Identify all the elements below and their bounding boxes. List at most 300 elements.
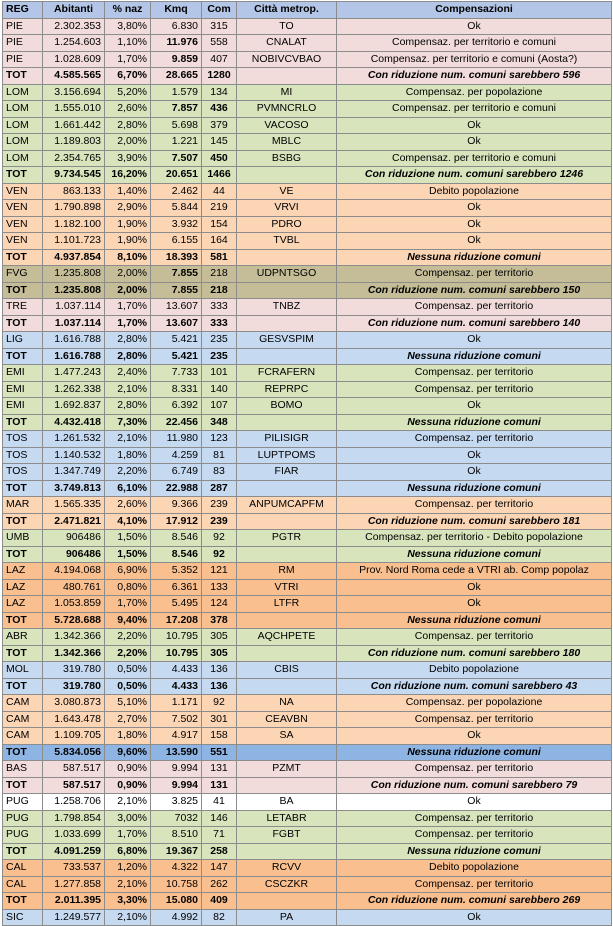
cell-abitanti: 1.101.723	[43, 233, 105, 250]
cell-citta-metrop	[237, 645, 337, 662]
cell-com: 146	[202, 810, 237, 827]
cell-citta-metrop: VTRI	[237, 579, 337, 596]
cell-com: 71	[202, 827, 237, 844]
cell-compensazioni: Nessuna riduzione comuni	[337, 843, 612, 860]
table-row	[3, 233, 612, 250]
cell-reg: BAS	[3, 761, 43, 778]
cell-com: 41	[202, 794, 237, 811]
cell-compensazioni: Compensaz. per territorio e comuni (Aosta?)	[337, 51, 612, 68]
cell-compensazioni: Ok	[337, 794, 612, 811]
cell-reg: TOT	[3, 612, 43, 629]
cell-abitanti: 3.156.694	[43, 84, 105, 101]
cell-percent-naz: 0,50%	[105, 662, 151, 679]
cell-com: 81	[202, 447, 237, 464]
cell-compensazioni: Compensaz. per territorio	[337, 431, 612, 448]
cell-reg: LAZ	[3, 596, 43, 613]
cell-kmq: 13.607	[151, 315, 202, 332]
cell-reg: PUG	[3, 794, 43, 811]
cell-compensazioni: Compensaz. per territorio	[337, 761, 612, 778]
cell-percent-naz: 1,90%	[105, 233, 151, 250]
cell-abitanti: 1.249.577	[43, 909, 105, 926]
cell-reg: TOT	[3, 893, 43, 910]
cell-percent-naz: 2,70%	[105, 711, 151, 728]
table-row	[3, 629, 612, 646]
header-row	[3, 2, 612, 19]
cell-citta-metrop: PZMT	[237, 761, 337, 778]
cell-compensazioni: Con riduzione num. comuni sarebbero 181	[337, 513, 612, 530]
total-row	[3, 513, 612, 530]
cell-citta-metrop: TNBZ	[237, 299, 337, 316]
cell-citta-metrop: MI	[237, 84, 337, 101]
cell-abitanti: 1.643.478	[43, 711, 105, 728]
cell-kmq: 8.510	[151, 827, 202, 844]
cell-percent-naz: 2,10%	[105, 431, 151, 448]
cell-citta-metrop: TVBL	[237, 233, 337, 250]
cell-com: 315	[202, 18, 237, 35]
cell-citta-metrop: BOMO	[237, 398, 337, 415]
table-row	[3, 51, 612, 68]
cell-reg: LOM	[3, 134, 43, 151]
cell-abitanti: 2.302.353	[43, 18, 105, 35]
cell-compensazioni: Compensaz. per territorio	[337, 266, 612, 283]
cell-citta-metrop	[237, 513, 337, 530]
cell-compensazioni: Con riduzione num. comuni sarebbero 140	[337, 315, 612, 332]
table-row	[3, 431, 612, 448]
cell-com: 558	[202, 35, 237, 52]
cell-compensazioni: Nessuna riduzione comuni	[337, 480, 612, 497]
cell-percent-naz: 2,20%	[105, 645, 151, 662]
cell-reg: TOT	[3, 315, 43, 332]
cell-reg: PUG	[3, 810, 43, 827]
cell-abitanti: 1.109.705	[43, 728, 105, 745]
cell-compensazioni: Compensaz. per territorio	[337, 876, 612, 893]
cell-citta-metrop: MBLC	[237, 134, 337, 151]
cell-reg: TOT	[3, 282, 43, 299]
cell-abitanti: 5.728.688	[43, 612, 105, 629]
cell-compensazioni: Nessuna riduzione comuni	[337, 744, 612, 761]
cell-citta-metrop: FGBT	[237, 827, 337, 844]
table-row	[3, 84, 612, 101]
cell-citta-metrop: RM	[237, 563, 337, 580]
cell-citta-metrop: CEAVBN	[237, 711, 337, 728]
cell-abitanti: 4.091.259	[43, 843, 105, 860]
cell-reg: CAM	[3, 711, 43, 728]
cell-percent-naz: 6,70%	[105, 68, 151, 85]
cell-reg: VEN	[3, 200, 43, 217]
header-reg: REG	[3, 2, 43, 19]
cell-percent-naz: 0,90%	[105, 777, 151, 794]
cell-reg: LAZ	[3, 579, 43, 596]
cell-kmq: 3.932	[151, 216, 202, 233]
cell-kmq: 15.080	[151, 893, 202, 910]
cell-kmq: 5.698	[151, 117, 202, 134]
cell-compensazioni: Debito popolazione	[337, 662, 612, 679]
cell-abitanti: 319.780	[43, 678, 105, 695]
cell-abitanti: 4.194.068	[43, 563, 105, 580]
cell-abitanti: 5.834.056	[43, 744, 105, 761]
cell-citta-metrop: GESVSPIM	[237, 332, 337, 349]
cell-citta-metrop: FCRAFERN	[237, 365, 337, 382]
cell-reg: EMI	[3, 365, 43, 382]
cell-reg: LOM	[3, 84, 43, 101]
cell-kmq: 10.795	[151, 629, 202, 646]
header-kmq: Kmq	[151, 2, 202, 19]
cell-percent-naz: 2,40%	[105, 365, 151, 382]
cell-reg: TRE	[3, 299, 43, 316]
total-row	[3, 546, 612, 563]
cell-kmq: 1.221	[151, 134, 202, 151]
cell-compensazioni: Con riduzione num. comuni sarebbero 43	[337, 678, 612, 695]
cell-reg: LIG	[3, 332, 43, 349]
cell-compensazioni: Nessuna riduzione comuni	[337, 414, 612, 431]
cell-kmq: 4.259	[151, 447, 202, 464]
cell-citta-metrop	[237, 68, 337, 85]
cell-compensazioni: Compensaz. per territorio e comuni	[337, 150, 612, 167]
cell-compensazioni: Compensaz. per territorio	[337, 810, 612, 827]
cell-compensazioni: Con riduzione num. comuni sarebbero 180	[337, 645, 612, 662]
cell-percent-naz: 1,40%	[105, 183, 151, 200]
cell-kmq: 6.392	[151, 398, 202, 415]
cell-citta-metrop: CNALAT	[237, 35, 337, 52]
cell-kmq: 4.992	[151, 909, 202, 926]
cell-citta-metrop: TO	[237, 18, 337, 35]
cell-com: 147	[202, 860, 237, 877]
cell-reg: TOT	[3, 678, 43, 695]
cell-citta-metrop	[237, 546, 337, 563]
cell-kmq: 5.421	[151, 332, 202, 349]
cell-compensazioni: Ok	[337, 200, 612, 217]
table-row	[3, 150, 612, 167]
cell-compensazioni: Debito popolazione	[337, 183, 612, 200]
cell-com: 218	[202, 266, 237, 283]
cell-citta-metrop: BA	[237, 794, 337, 811]
cell-percent-naz: 0,50%	[105, 678, 151, 695]
table-row	[3, 101, 612, 118]
cell-compensazioni: Compensaz. per territorio	[337, 381, 612, 398]
cell-compensazioni: Compensaz. per territorio	[337, 497, 612, 514]
cell-citta-metrop: LTFR	[237, 596, 337, 613]
cell-compensazioni: Ok	[337, 18, 612, 35]
cell-compensazioni: Ok	[337, 233, 612, 250]
total-row	[3, 414, 612, 431]
cell-com: 101	[202, 365, 237, 382]
cell-abitanti: 733.537	[43, 860, 105, 877]
table-row	[3, 381, 612, 398]
cell-reg: MOL	[3, 662, 43, 679]
cell-citta-metrop	[237, 678, 337, 695]
cell-reg: CAL	[3, 876, 43, 893]
cell-percent-naz: 0,80%	[105, 579, 151, 596]
cell-reg: SIC	[3, 909, 43, 926]
table-row	[3, 332, 612, 349]
cell-percent-naz: 8,10%	[105, 249, 151, 266]
cell-kmq: 9.994	[151, 777, 202, 794]
cell-reg: LOM	[3, 150, 43, 167]
cell-com: 235	[202, 332, 237, 349]
cell-reg: TOT	[3, 414, 43, 431]
table-row	[3, 876, 612, 893]
cell-kmq: 2.462	[151, 183, 202, 200]
cell-citta-metrop: PGTR	[237, 530, 337, 547]
cell-reg: CAM	[3, 695, 43, 712]
cell-citta-metrop	[237, 249, 337, 266]
cell-abitanti: 319.780	[43, 662, 105, 679]
cell-com: 133	[202, 579, 237, 596]
cell-compensazioni: Compensaz. per territorio	[337, 711, 612, 728]
cell-kmq: 1.579	[151, 84, 202, 101]
cell-kmq: 13.607	[151, 299, 202, 316]
cell-compensazioni: Ok	[337, 728, 612, 745]
cell-abitanti: 1.028.609	[43, 51, 105, 68]
cell-kmq: 22.456	[151, 414, 202, 431]
cell-abitanti: 1.616.788	[43, 348, 105, 365]
cell-citta-metrop	[237, 167, 337, 184]
cell-abitanti: 1.565.335	[43, 497, 105, 514]
cell-abitanti: 1.182.100	[43, 216, 105, 233]
cell-abitanti: 480.761	[43, 579, 105, 596]
cell-reg: PIE	[3, 18, 43, 35]
cell-com: 83	[202, 464, 237, 481]
cell-abitanti: 1.235.808	[43, 266, 105, 283]
table-row	[3, 860, 612, 877]
cell-abitanti: 1.053.859	[43, 596, 105, 613]
cell-compensazioni: Con riduzione num. comuni sarebbero 79	[337, 777, 612, 794]
cell-kmq: 6.830	[151, 18, 202, 35]
cell-percent-naz: 4,10%	[105, 513, 151, 530]
cell-kmq: 13.590	[151, 744, 202, 761]
cell-kmq: 6.361	[151, 579, 202, 596]
cell-percent-naz: 5,10%	[105, 695, 151, 712]
table-row	[3, 398, 612, 415]
cell-kmq: 8.546	[151, 546, 202, 563]
total-row	[3, 645, 612, 662]
cell-abitanti: 1.033.699	[43, 827, 105, 844]
cell-percent-naz: 3,80%	[105, 18, 151, 35]
table-row	[3, 447, 612, 464]
cell-percent-naz: 1,90%	[105, 216, 151, 233]
cell-reg: PIE	[3, 35, 43, 52]
cell-com: 92	[202, 695, 237, 712]
cell-percent-naz: 1,50%	[105, 546, 151, 563]
cell-com: 239	[202, 497, 237, 514]
cell-abitanti: 906486	[43, 530, 105, 547]
total-row	[3, 744, 612, 761]
cell-abitanti: 1.616.788	[43, 332, 105, 349]
total-row	[3, 68, 612, 85]
cell-reg: PIE	[3, 51, 43, 68]
cell-percent-naz: 1,70%	[105, 299, 151, 316]
cell-com: 258	[202, 843, 237, 860]
cell-com: 239	[202, 513, 237, 530]
cell-compensazioni: Ok	[337, 216, 612, 233]
cell-citta-metrop	[237, 777, 337, 794]
table-row	[3, 134, 612, 151]
cell-percent-naz: 1,70%	[105, 827, 151, 844]
cell-percent-naz: 1,80%	[105, 728, 151, 745]
cell-com: 92	[202, 530, 237, 547]
cell-com: 235	[202, 348, 237, 365]
cell-abitanti: 3.749.813	[43, 480, 105, 497]
cell-abitanti: 1.189.803	[43, 134, 105, 151]
cell-com: 131	[202, 761, 237, 778]
cell-abitanti: 1.342.366	[43, 629, 105, 646]
cell-kmq: 10.795	[151, 645, 202, 662]
cell-abitanti: 1.258.706	[43, 794, 105, 811]
table-row	[3, 761, 612, 778]
table-row	[3, 117, 612, 134]
cell-kmq: 7.855	[151, 266, 202, 283]
cell-com: 333	[202, 315, 237, 332]
table-row	[3, 909, 612, 926]
cell-kmq: 5.844	[151, 200, 202, 217]
cell-percent-naz: 2,10%	[105, 381, 151, 398]
cell-com: 44	[202, 183, 237, 200]
table-row	[3, 695, 612, 712]
cell-kmq: 8.331	[151, 381, 202, 398]
cell-reg: UMB	[3, 530, 43, 547]
cell-kmq: 1.171	[151, 695, 202, 712]
table-row	[3, 35, 612, 52]
cell-abitanti: 1.661.442	[43, 117, 105, 134]
cell-kmq: 5.495	[151, 596, 202, 613]
cell-com: 581	[202, 249, 237, 266]
cell-percent-naz: 2,80%	[105, 398, 151, 415]
table-row	[3, 596, 612, 613]
cell-com: 287	[202, 480, 237, 497]
cell-compensazioni: Prov. Nord Roma cede a VTRI ab. Comp popolaz	[337, 563, 612, 580]
cell-citta-metrop	[237, 843, 337, 860]
cell-citta-metrop: RCVV	[237, 860, 337, 877]
table-row	[3, 711, 612, 728]
cell-citta-metrop: VRVI	[237, 200, 337, 217]
cell-reg: CAM	[3, 728, 43, 745]
cell-compensazioni: Nessuna riduzione comuni	[337, 612, 612, 629]
cell-kmq: 20.651	[151, 167, 202, 184]
cell-reg: LAZ	[3, 563, 43, 580]
cell-abitanti: 1.037.114	[43, 299, 105, 316]
table-row	[3, 662, 612, 679]
cell-citta-metrop: AQCHPETE	[237, 629, 337, 646]
cell-abitanti: 587.517	[43, 777, 105, 794]
cell-com: 218	[202, 282, 237, 299]
cell-reg: TOT	[3, 348, 43, 365]
cell-com: 262	[202, 876, 237, 893]
cell-kmq: 6.749	[151, 464, 202, 481]
cell-kmq: 6.155	[151, 233, 202, 250]
cell-com: 219	[202, 200, 237, 217]
cell-reg: FVG	[3, 266, 43, 283]
cell-percent-naz: 3,00%	[105, 810, 151, 827]
cell-com: 407	[202, 51, 237, 68]
cell-compensazioni: Compensaz. per territorio e comuni	[337, 35, 612, 52]
table-body	[3, 18, 612, 926]
cell-compensazioni: Ok	[337, 447, 612, 464]
cell-percent-naz: 1,70%	[105, 315, 151, 332]
cell-abitanti: 2.011.395	[43, 893, 105, 910]
cell-percent-naz: 1,80%	[105, 447, 151, 464]
cell-kmq: 4.433	[151, 678, 202, 695]
cell-compensazioni: Ok	[337, 332, 612, 349]
cell-reg: VEN	[3, 233, 43, 250]
total-row	[3, 612, 612, 629]
cell-kmq: 18.393	[151, 249, 202, 266]
cell-kmq: 11.980	[151, 431, 202, 448]
cell-com: 305	[202, 629, 237, 646]
cell-reg: MAR	[3, 497, 43, 514]
cell-reg: TOT	[3, 513, 43, 530]
cell-citta-metrop	[237, 893, 337, 910]
cell-citta-metrop: ANPUMCAPFM	[237, 497, 337, 514]
cell-com: 305	[202, 645, 237, 662]
cell-percent-naz: 1,10%	[105, 35, 151, 52]
cell-citta-metrop: REPRPC	[237, 381, 337, 398]
cell-abitanti: 2.471.821	[43, 513, 105, 530]
table-row	[3, 827, 612, 844]
cell-kmq: 8.546	[151, 530, 202, 547]
cell-reg: TOT	[3, 68, 43, 85]
table-row	[3, 266, 612, 283]
total-row	[3, 348, 612, 365]
cell-abitanti: 1.254.603	[43, 35, 105, 52]
cell-reg: EMI	[3, 398, 43, 415]
cell-abitanti: 1.140.532	[43, 447, 105, 464]
header-compensazioni: Compensazioni	[337, 2, 612, 19]
cell-kmq: 22.988	[151, 480, 202, 497]
cell-compensazioni: Ok	[337, 398, 612, 415]
cell-compensazioni: Ok	[337, 134, 612, 151]
cell-kmq: 11.976	[151, 35, 202, 52]
cell-kmq: 9.994	[151, 761, 202, 778]
cell-compensazioni: Con riduzione num. comuni sarebbero 1246	[337, 167, 612, 184]
cell-com: 333	[202, 299, 237, 316]
cell-compensazioni: Compensaz. per popolazione	[337, 84, 612, 101]
cell-kmq: 4.322	[151, 860, 202, 877]
cell-citta-metrop: PILISIGR	[237, 431, 337, 448]
cell-reg: LOM	[3, 101, 43, 118]
table-row	[3, 365, 612, 382]
cell-kmq: 19.367	[151, 843, 202, 860]
cell-reg: TOS	[3, 464, 43, 481]
cell-reg: TOT	[3, 843, 43, 860]
cell-reg: TOT	[3, 744, 43, 761]
table-row	[3, 579, 612, 596]
cell-citta-metrop: UDPNTSGO	[237, 266, 337, 283]
cell-abitanti: 9.734.545	[43, 167, 105, 184]
total-row	[3, 843, 612, 860]
cell-abitanti: 1.235.808	[43, 282, 105, 299]
table-row	[3, 299, 612, 316]
cell-abitanti: 587.517	[43, 761, 105, 778]
cell-compensazioni: Con riduzione num. comuni sarebbero 150	[337, 282, 612, 299]
cell-kmq: 5.352	[151, 563, 202, 580]
cell-compensazioni: Con riduzione num. comuni sarebbero 269	[337, 893, 612, 910]
cell-percent-naz: 2,00%	[105, 266, 151, 283]
cell-com: 145	[202, 134, 237, 151]
cell-reg: EMI	[3, 381, 43, 398]
cell-compensazioni: Nessuna riduzione comuni	[337, 348, 612, 365]
cell-reg: TOT	[3, 546, 43, 563]
cell-kmq: 3.825	[151, 794, 202, 811]
table-row	[3, 497, 612, 514]
cell-com: 378	[202, 612, 237, 629]
cell-kmq: 10.758	[151, 876, 202, 893]
cell-abitanti: 863.133	[43, 183, 105, 200]
total-row	[3, 315, 612, 332]
total-row	[3, 167, 612, 184]
cell-percent-naz: 1,20%	[105, 860, 151, 877]
cell-percent-naz: 2,80%	[105, 332, 151, 349]
cell-reg: TOT	[3, 777, 43, 794]
